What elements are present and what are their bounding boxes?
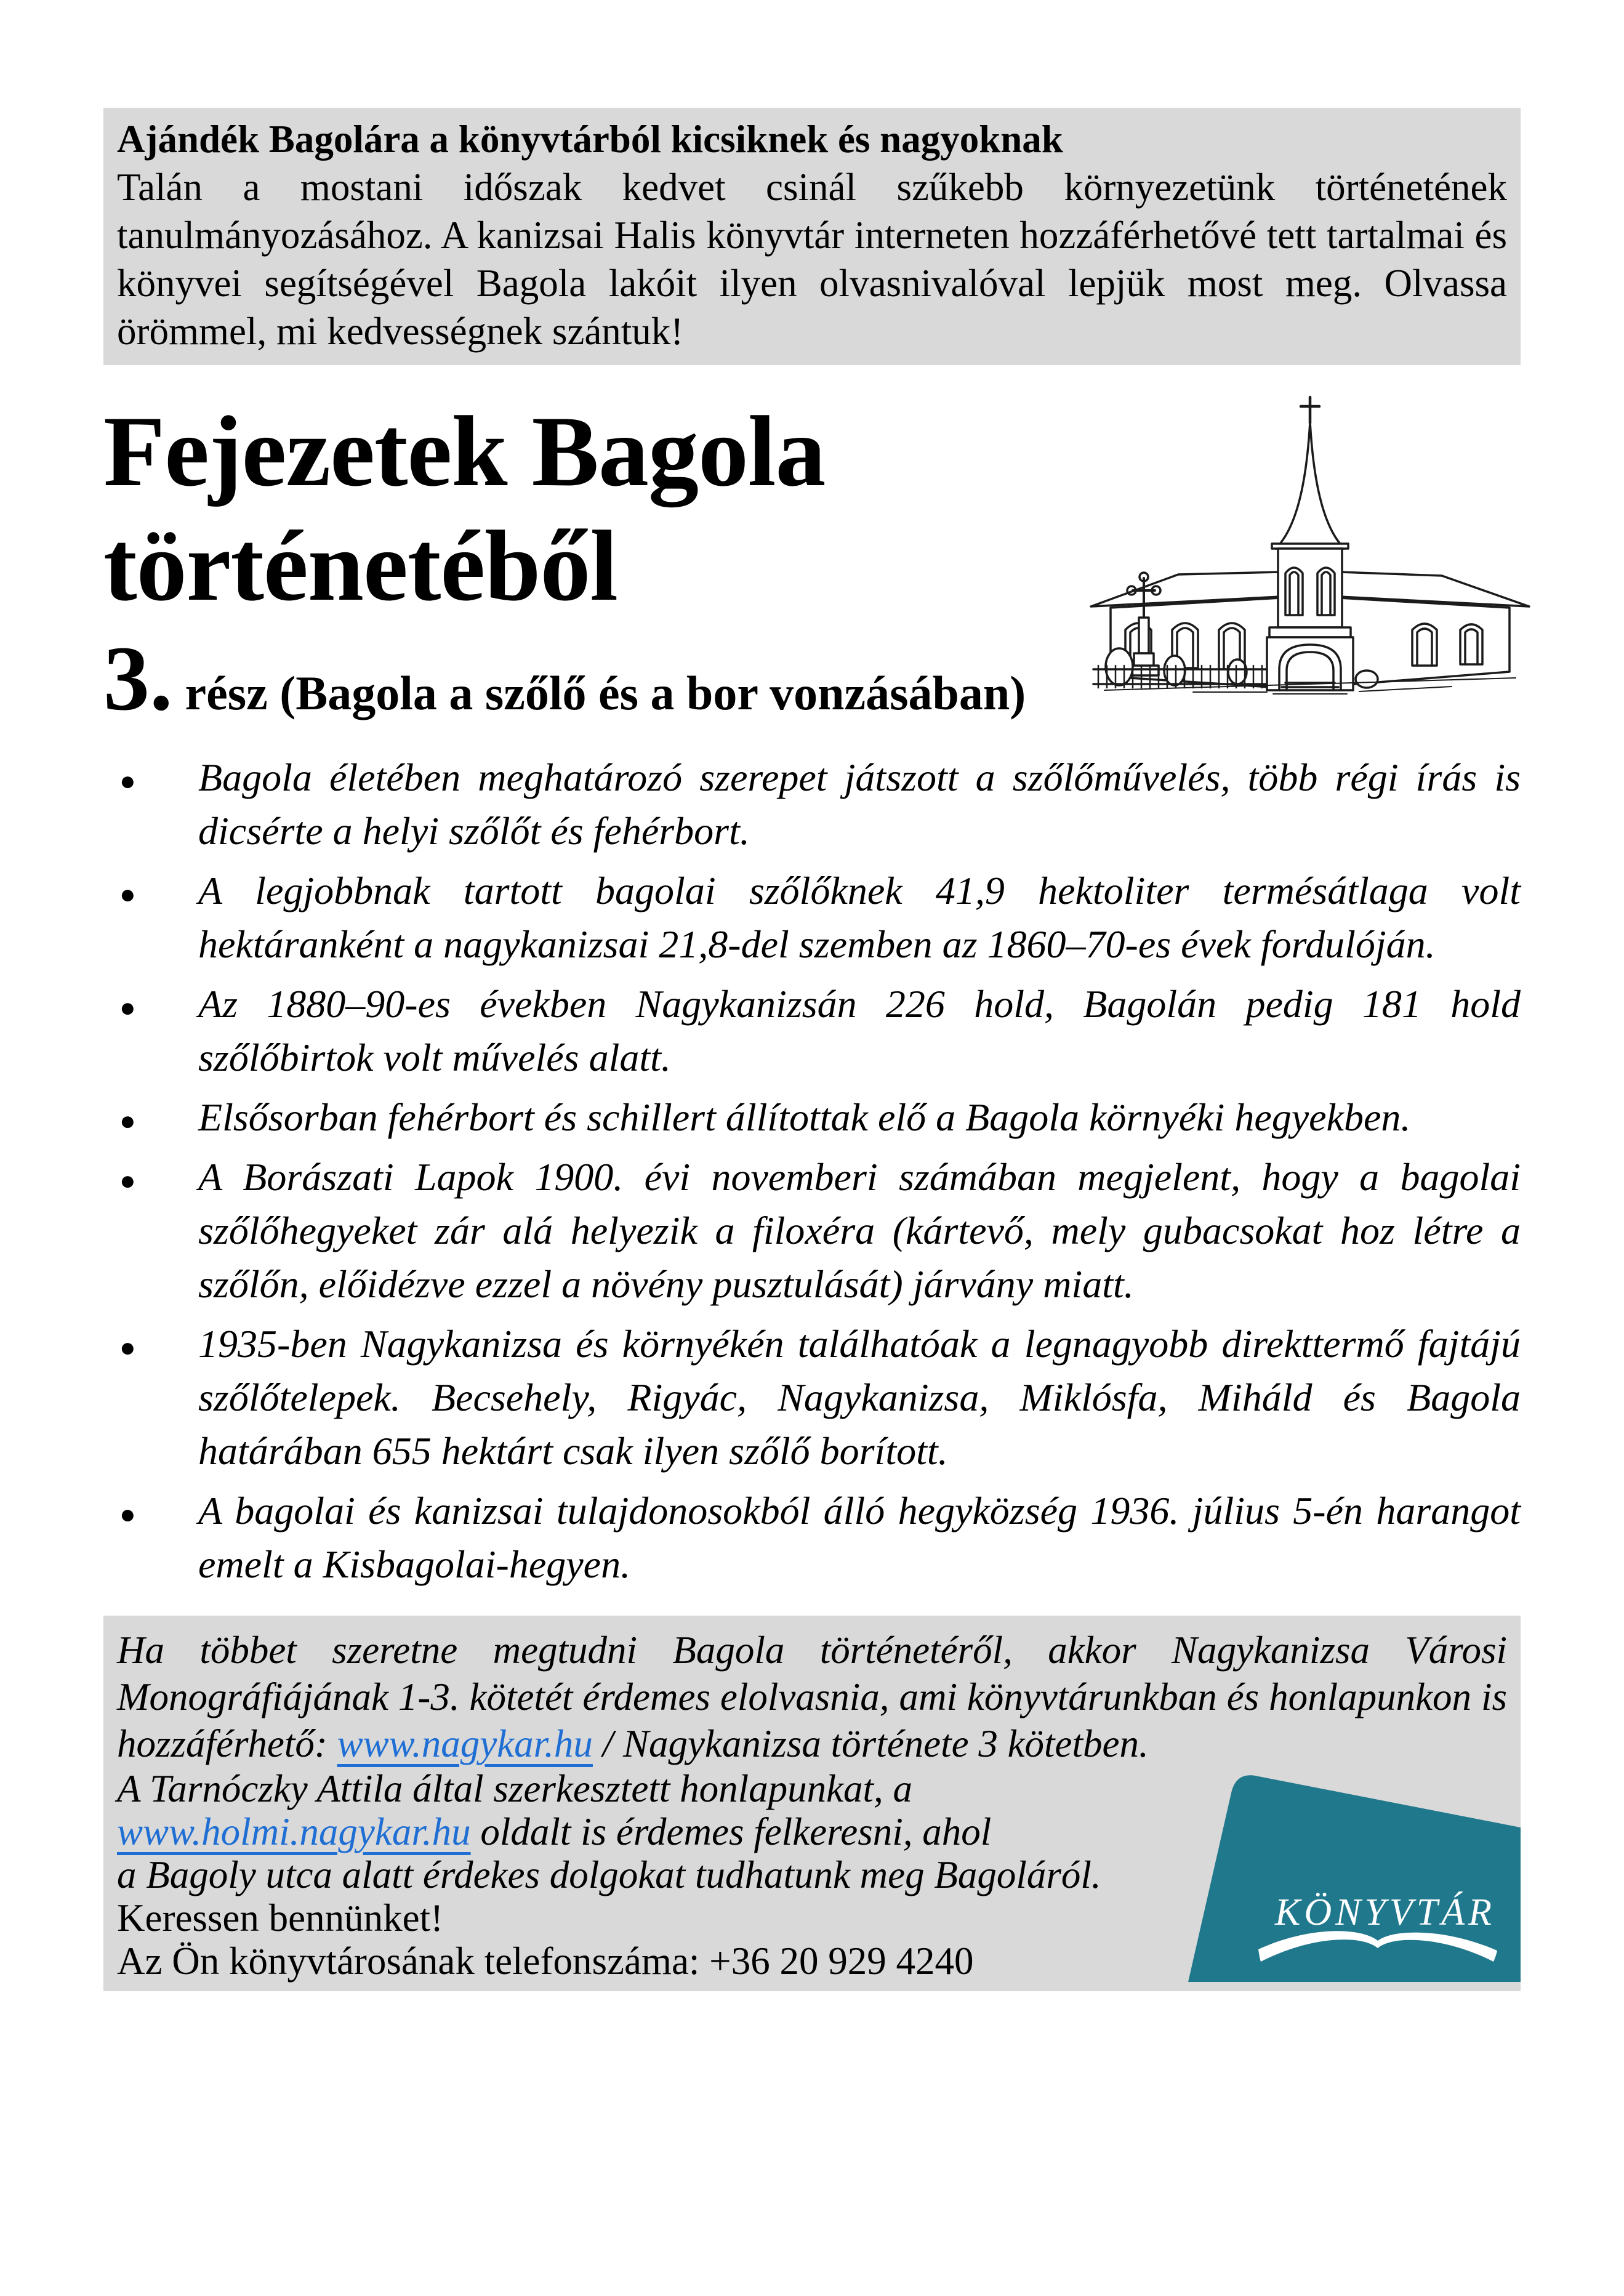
page-title: Fejezetek Bagola történetéből	[103, 396, 826, 622]
outro-box	[103, 1616, 1521, 1991]
intro-box	[103, 108, 1521, 365]
bullet-item: ● A legjobbnak tartott bagolai szőlőknek 41,9 hektoliter termésátlaga volt hektáranként a nagykanizsai 21,8-del szemben az 1860–70-es évek fordulóján.	[198, 864, 1521, 971]
bullet-item: ● Elsősorban fehérbort és schillert állítottak elő a Bagola környéki hegyekben.	[198, 1090, 1521, 1144]
bullet-item: ● Bagola életében meghatározó szerepet játszott a szőlőművelés, több régi írás is dicsérte a helyi szőlőt és fehérbort.	[198, 751, 1521, 858]
subtitle-number: 3.	[103, 627, 173, 730]
outro-text-before-link: Ha többet szeretne megtudni Bagola történetéről, akkor Nagykanizsa Városi Monográfiájának 1-3. kötetét érdemes elolvasnia, ami könyvtárunkban és honlapunkon is hozzáférhető:	[117, 1629, 1507, 1765]
bullet-item: ● Az 1880–90-es években Nagykanizsán 226 hold, Bagolán pedig 181 hold szőlőbirtok volt művelés alatt.	[198, 977, 1521, 1084]
intro-heading: Ajándék Bagolára a könyvtárból kicsiknek és nagyoknak	[117, 118, 1063, 161]
outro-paragraph	[117, 1627, 1507, 1767]
library-logo	[1182, 1763, 1521, 1982]
outro-line: A Tarnóczky Attila által szerkesztett honlapunkat, a	[117, 1767, 913, 1810]
bullet-list	[103, 751, 1521, 1591]
title-block	[103, 395, 1521, 624]
outro-text-after-link2: oldalt is érdemes felkeresni, ahol	[470, 1810, 992, 1853]
church-illustration	[1082, 389, 1538, 696]
logo-label: KÖNYVTÁR	[1274, 1891, 1496, 1933]
intro-body: Talán a mostani időszak kedvet csinál szűkebb környezetünk történetének tanulmányozásához. A kanizsai Halis könyvtár interneten hozzáférhetővé tett tartalmai és könyvei segítségével Bagola lakóit ilyen olvasnivalóval lepjük most meg. Olvassa örömmel, mi kedvességnek szántuk!	[117, 166, 1507, 353]
bullet-item: ● A Borászati Lapok 1900. évi novemberi számában megjelent, hogy a bagolai szőlőhegyeket zár alá helyezik a filoxéra (kártevő, mely gubacsokat hoz létre a szőlőn, előidézve ezzel a növény pusztulását) járvány miatt.	[198, 1150, 1521, 1311]
outro-text-after-link: / Nagykanizsa története 3 kötetben.	[592, 1722, 1149, 1765]
bullet-item: ● 1935-ben Nagykanizsa és környékén találhatóak a legnagyobb direkttermő fajtájú szőlőtelepek. Becsehely, Rigyác, Nagykanizsa, Miklósfa, Miháld és Bagola határában 655 hektárt csak ilyen szőlő borított.	[198, 1317, 1521, 1478]
bullet-item: ● A bagolai és kanizsai tulajdonosokból álló hegyközség 1936. július 5-én harangot emelt a Kisbagolai-hegyen.	[198, 1484, 1521, 1591]
outro-line: a Bagoly utca alatt érdekes dolgokat tudhatunk meg Bagoláról.	[117, 1853, 1101, 1896]
subtitle-text: rész (Bagola a szőlő és a bor vonzásában)	[185, 666, 1026, 720]
nagykar-link[interactable]: www.nagykar.hu	[337, 1722, 593, 1765]
holmi-nagykar-link[interactable]: www.holmi.nagykar.hu	[117, 1810, 471, 1853]
outro-line: Keressen bennünket!	[117, 1896, 444, 1940]
librarian-phone-line: Az Ön könyvtárosának telefonszáma: +36 20 929 4240	[117, 1940, 974, 1983]
